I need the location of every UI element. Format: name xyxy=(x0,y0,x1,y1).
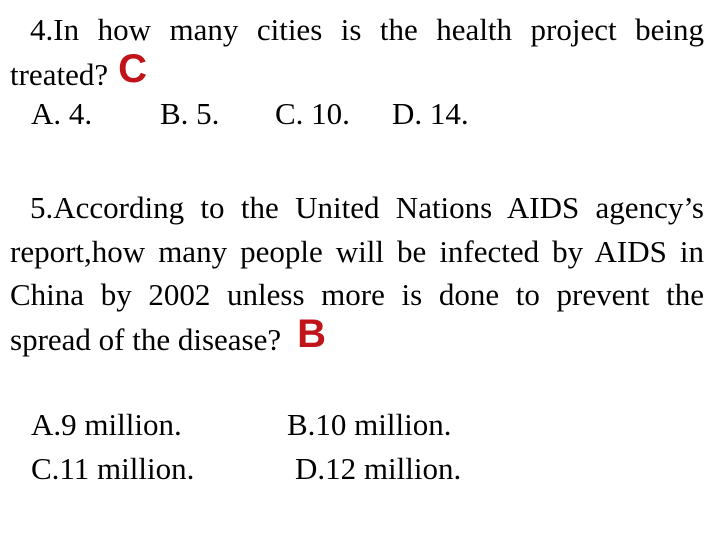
question-5-option-d: D.12 million. xyxy=(295,451,462,486)
question-4-option-c: C. 10. xyxy=(275,96,350,131)
question-5-option-a: A.9 million. xyxy=(31,407,182,442)
question-4-answer: C xyxy=(118,46,147,91)
question-5-text: 5.According to the United Nations AIDS agency’s report,how many people will be infected by AIDS in China by 2002 unless more is done to prevent the spread of the disease? xyxy=(10,190,704,357)
question-4-text: 4.In how many cities is the health project being treated? xyxy=(10,12,704,92)
question-4 xyxy=(10,8,704,96)
question-5-option-b: B.10 million. xyxy=(287,407,452,442)
question-4-option-d: D. 14. xyxy=(392,96,469,131)
question-5-answer: B xyxy=(297,311,327,356)
question-4-option-a: A. 4. xyxy=(31,96,93,131)
question-5-option-c: C.11 million. xyxy=(31,451,195,486)
question-4-option-b: B. 5. xyxy=(160,96,220,131)
question-5 xyxy=(10,186,704,361)
